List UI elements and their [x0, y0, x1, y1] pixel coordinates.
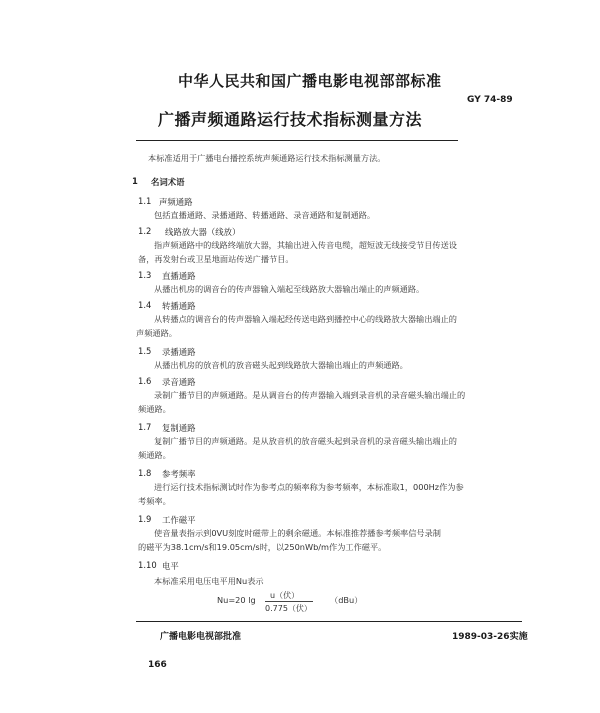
footer-issuer: 广播电影电视部批准: [160, 632, 242, 642]
term-number: 1.3: [138, 270, 152, 280]
term-number: 1.1: [138, 196, 152, 206]
term-title: 录音通路: [162, 377, 196, 387]
term-title: 直播通路: [162, 271, 196, 281]
term-title: 转播通路: [162, 301, 196, 311]
term-body-line: 声频通路。: [136, 328, 177, 338]
formula-lhs: Nu=20 lg: [217, 595, 256, 605]
term-body-line: 从播出机房的调音台的传声器输入端起至线路放大器输出端止的声频通路。: [154, 284, 425, 294]
term-title: 线路放大器（线放）: [165, 227, 241, 237]
term-title: 电平: [162, 561, 179, 571]
term-number: 1.2: [138, 226, 152, 236]
title-underline-rule: [136, 140, 458, 141]
term-body-line: 指声频通路中的线路终端放大器，其输出进入传音电缆，超短波无线接受节目传送设: [154, 240, 457, 250]
standard-code: GY 74-89: [467, 95, 513, 105]
standard-header-title: 中华人民共和国广播电影电视部部标准: [178, 72, 442, 90]
term-body-line: 包括直播通路、录播通路、转播通路、录音通路和复制通路。: [154, 210, 376, 220]
term-body-line: 本标准采用电压电平用Nu表示: [154, 576, 264, 586]
term-body-line: 从转播点的调音台的传声器输入端起经传送电路到播控中心的线路放大器输出端止的: [154, 314, 457, 324]
term-title: 工作磁平: [162, 515, 196, 525]
formula-numerator: u（伏）: [270, 591, 300, 600]
term-body-line: 使音量表指示到0VU刻度时磁带上的剩余磁通。本标准推荐播参考频率信号录制: [154, 528, 441, 538]
term-number: 1.6: [138, 376, 152, 386]
term-body-line: 频通路。: [138, 450, 171, 460]
footer-date: 1989-03-26实施: [452, 632, 528, 642]
term-body-line: 频通路。: [138, 404, 171, 414]
term-body-line: 录制广播节目的声频通路。是从调音台的传声器输入端到录音机的录音磁头输出端止的: [154, 390, 466, 400]
intro-paragraph: 本标准适用于广播电台播控系统声频通路运行技术指标测量方法。: [148, 153, 386, 163]
term-body-line: 复制广播节目的声频通路。是从放音机的放音磁头起到录音机的录音磁头输出端止的: [154, 436, 457, 446]
term-number: 1.8: [138, 468, 152, 478]
formula-unit: （dBu）: [330, 595, 363, 605]
document-title: 广播声频通路运行技术指标测量方法: [158, 110, 423, 129]
term-title: 声频通路: [159, 197, 193, 207]
term-title: 参考频率: [162, 469, 196, 479]
section-title: 名词术语: [151, 177, 185, 187]
footer-rule: [136, 621, 522, 622]
term-number: 1.10: [138, 560, 157, 570]
term-number: 1.9: [138, 514, 152, 524]
term-body-line: 备，再发射台或卫星地面站传送广播节目。: [138, 254, 294, 264]
term-body-line: 从播出机房的放音机的放音磁头起到线路放大器输出端止的声频通路。: [154, 360, 408, 370]
term-title: 录播通路: [162, 347, 196, 357]
section-number: 1: [132, 176, 138, 186]
term-title: 复制通路: [162, 423, 196, 433]
page-number: 166: [148, 660, 167, 670]
term-number: 1.7: [138, 422, 152, 432]
term-body-line: 的磁平为38.1cm/s和19.05cm/s时，以250nWb/m作为工作磁平。: [138, 542, 387, 552]
term-number: 1.5: [138, 346, 152, 356]
term-body-line: 进行运行技术指标测试时作为参考点的频率称为参考频率，本标准取1，000Hz作为参: [154, 482, 464, 492]
formula-fraction-bar: [265, 601, 313, 602]
term-number: 1.4: [138, 300, 152, 310]
formula-denominator: 0.775（伏）: [265, 604, 312, 613]
term-body-line: 考频率。: [138, 496, 171, 506]
